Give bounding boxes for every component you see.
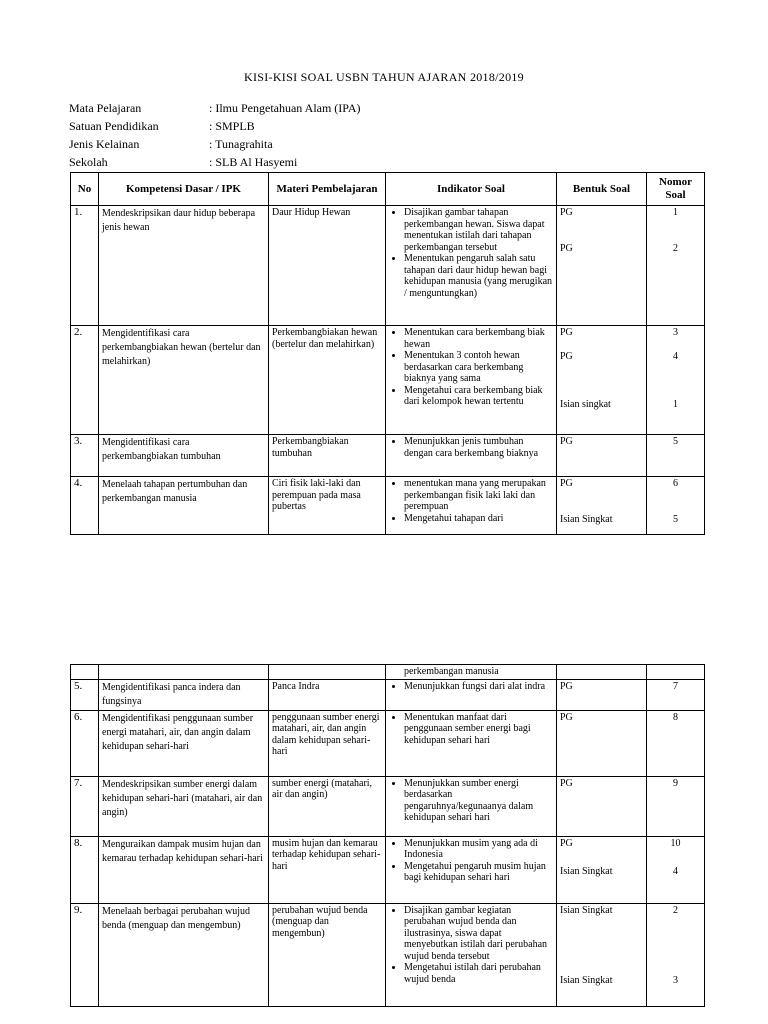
indikator-item: • Menunjukkan jenis tumbuhan dengan cara berkembang biaknya xyxy=(404,436,553,459)
cell-no: 9. xyxy=(71,903,99,1006)
indikator-item: • Menentukan manfaat dari penggunaan sember energi bagi kehidupan sehari hari xyxy=(404,712,553,747)
table-row xyxy=(71,326,705,435)
indikator-item: • Menentukan 3 contoh hewan berdasarkan cara berkembang biaknya yang sama xyxy=(404,350,553,385)
meta-label: Satuan Pendidikan xyxy=(69,119,159,133)
bentuk-soal-value: PG xyxy=(560,837,573,849)
grid-table-page-2 xyxy=(70,664,705,1007)
header-kompetensi: Kompetensi Dasar / IPK xyxy=(99,173,269,206)
cell-indikator xyxy=(386,903,557,1006)
nomor-soal-value: 6 xyxy=(673,478,678,489)
continuation-row xyxy=(71,665,705,680)
cell-bentuk xyxy=(557,326,647,435)
meta-row-unit xyxy=(69,119,255,134)
table-row xyxy=(71,710,705,776)
cell-indikator xyxy=(386,665,557,680)
bentuk-soal-value: Isian Singkat xyxy=(560,904,613,916)
indikator-item: • Mengetahui pengaruh musim hujan bagi kehidupan sehari hari xyxy=(404,861,553,884)
cell-kompetensi xyxy=(99,665,269,680)
table-row xyxy=(71,435,705,477)
indikator-list xyxy=(389,905,553,986)
bentuk-soal-value: Isian Singkat xyxy=(560,514,613,525)
meta-label: Sekolah xyxy=(69,155,108,169)
cell-kompetensi: Mengidentifikasi cara perkembangbiakan tumbuhan xyxy=(99,435,269,477)
bentuk-soal-value: PG xyxy=(560,711,573,723)
indikator-list xyxy=(389,436,553,459)
nomor-soal-value: 8 xyxy=(673,711,678,723)
cell-materi: Daur Hidup Hewan xyxy=(269,206,386,326)
meta-value: : Ilmu Pengetahuan Alam (IPA) xyxy=(209,101,361,115)
indikator-list xyxy=(389,478,553,524)
cell-bentuk xyxy=(557,836,647,903)
indikator-item: • Menunjukkan musim yang ada di Indonesia xyxy=(404,838,553,861)
nomor-soal-value: 3 xyxy=(673,327,678,338)
cell-nomor xyxy=(647,326,705,435)
cell-no xyxy=(71,665,99,680)
cell-materi: penggunaan sumber energi matahari, air, dan angin dalam kehidupan sehari-hari xyxy=(269,710,386,776)
bentuk-soal-value: PG xyxy=(560,777,573,789)
cell-no: 1. xyxy=(71,206,99,326)
bentuk-soal-value: Isian Singkat xyxy=(560,974,613,986)
nomor-soal-value: 5 xyxy=(673,436,678,447)
cell-bentuk xyxy=(557,776,647,836)
nomor-soal-value: 2 xyxy=(673,904,678,916)
table-row xyxy=(71,206,705,326)
cell-indikator xyxy=(386,206,557,326)
cell-materi: sumber energi (matahari, air dan angin) xyxy=(269,776,386,836)
cell-no: 2. xyxy=(71,326,99,435)
cell-kompetensi: Mendeskripsikan daur hidup beberapa jenis hewan xyxy=(99,206,269,326)
header-no: No xyxy=(71,173,99,206)
nomor-soal-value: 4 xyxy=(673,351,678,362)
meta-label: Jenis Kelainan xyxy=(69,137,140,151)
meta-row-school xyxy=(69,155,297,170)
cell-bentuk xyxy=(557,477,647,535)
continuation-text: perkembangan manusia xyxy=(404,666,499,677)
cell-bentuk xyxy=(557,903,647,1006)
cell-indikator xyxy=(386,836,557,903)
cell-indikator xyxy=(386,326,557,435)
indikator-list xyxy=(389,207,553,299)
meta-value: : SLB Al Hasyemi xyxy=(209,155,298,169)
meta-value: : SMPLB xyxy=(209,119,255,133)
nomor-soal-value: 10 xyxy=(670,837,681,849)
indikator-item: • Menentukan pengaruh salah satu tahapan dari daur hidup hewan bagi kehidupan manusia (yang merugikan / menguntungkan) xyxy=(404,253,553,299)
cell-bentuk xyxy=(557,206,647,326)
cell-no: 7. xyxy=(71,776,99,836)
cell-materi: Perkembangbiakan tumbuhan xyxy=(269,435,386,477)
cell-nomor xyxy=(647,477,705,535)
bentuk-soal-value: PG xyxy=(560,680,573,692)
indikator-list xyxy=(389,327,553,408)
cell-indikator xyxy=(386,435,557,477)
cell-nomor xyxy=(647,710,705,776)
indikator-list xyxy=(389,838,553,884)
indikator-item: • Mengetahui istilah dari perubahan wujud benda xyxy=(404,962,553,985)
bentuk-soal-value: PG xyxy=(560,327,573,338)
cell-bentuk xyxy=(557,679,647,710)
cell-kompetensi: Mengidentifikasi cara perkembangbiakan hewan (bertelur dan melahirkan) xyxy=(99,326,269,435)
table-row xyxy=(71,477,705,535)
table-row xyxy=(71,836,705,903)
meta-label: Mata Pelajaran xyxy=(69,101,142,115)
indikator-item: • Menunjukkan fungsi dari alat indra xyxy=(404,681,553,693)
cell-bentuk xyxy=(557,665,647,680)
header-materi: Materi Pembelajaran xyxy=(269,173,386,206)
bentuk-soal-value: PG xyxy=(560,207,573,218)
bentuk-soal-value: Isian Singkat xyxy=(560,865,613,877)
bentuk-soal-value: PG xyxy=(560,436,573,447)
cell-kompetensi: Menelaah tahapan pertumbuhan dan perkembangan manusia xyxy=(99,477,269,535)
header-nomor: Nomor Soal xyxy=(647,173,705,206)
cell-bentuk xyxy=(557,710,647,776)
cell-nomor xyxy=(647,679,705,710)
meta-row-subject xyxy=(69,101,361,116)
nomor-soal-value: 5 xyxy=(673,514,678,525)
cell-kompetensi: Mendeskripsikan sumber energi dalam kehidupan sehari-hari (matahari, air dan angin) xyxy=(99,776,269,836)
cell-kompetensi: Mengidentifikasi panca indera dan fungsinya xyxy=(99,679,269,710)
cell-kompetensi: Mengidentifikasi penggunaan sumber energi matahari, air, dan angin dalam kehidupan sehari-hari xyxy=(99,710,269,776)
table-row xyxy=(71,776,705,836)
header-bentuk: Bentuk Soal xyxy=(557,173,647,206)
indikator-item: • Menentukan cara berkembang biak hewan xyxy=(404,327,553,350)
cell-indikator xyxy=(386,679,557,710)
cell-nomor xyxy=(647,903,705,1006)
indikator-list xyxy=(389,778,553,824)
cell-nomor xyxy=(647,836,705,903)
table-header-row xyxy=(71,173,705,206)
nomor-soal-value: 7 xyxy=(673,680,678,692)
cell-no: 8. xyxy=(71,836,99,903)
cell-bentuk xyxy=(557,435,647,477)
indikator-item: • Menunjukkan sumber energi berdasarkan pengaruhnya/kegunaanya dalam kehidupan sehari hari xyxy=(404,778,553,824)
table-row xyxy=(71,679,705,710)
nomor-soal-value: 2 xyxy=(673,243,678,254)
cell-materi: perubahan wujud benda (menguap dan mengembun) xyxy=(269,903,386,1006)
cell-nomor xyxy=(647,776,705,836)
cell-kompetensi: Menelaah berbagai perubahan wujud benda (menguap dan mengembun) xyxy=(99,903,269,1006)
indikator-item: • Mengetahui tahapan dari xyxy=(404,513,553,525)
indikator-item: • Disajikan gambar kegiatan perubahan wujud benda dan ilustrasinya, siswa dapat menyebutkan istilah dari perubahan wujud benda tersebut xyxy=(404,905,553,963)
cell-materi xyxy=(269,665,386,680)
nomor-soal-value: 4 xyxy=(673,865,678,877)
grid-table-page-1 xyxy=(70,172,705,535)
bentuk-soal-value: PG xyxy=(560,243,573,254)
header-indikator: Indikator Soal xyxy=(386,173,557,206)
table-row xyxy=(71,903,705,1006)
cell-materi: musim hujan dan kemarau terhadap kehidupan sehari-hari xyxy=(269,836,386,903)
cell-nomor xyxy=(647,665,705,680)
cell-materi: Ciri fisik laki-laki dan perempuan pada masa pubertas xyxy=(269,477,386,535)
nomor-soal-value: 3 xyxy=(673,974,678,986)
cell-kompetensi: Menguraikan dampak musim hujan dan kemarau terhadap kehidupan sehari-hari xyxy=(99,836,269,903)
indikator-item: • menentukan mana yang merupakan perkembangan fisik laki laki dan perempuan xyxy=(404,478,553,513)
indikator-list xyxy=(389,712,553,747)
cell-indikator xyxy=(386,710,557,776)
cell-no: 3. xyxy=(71,435,99,477)
cell-no: 4. xyxy=(71,477,99,535)
nomor-soal-value: 1 xyxy=(673,399,678,410)
cell-materi: Panca Indra xyxy=(269,679,386,710)
bentuk-soal-value: Isian singkat xyxy=(560,399,611,410)
cell-indikator xyxy=(386,477,557,535)
meta-row-type xyxy=(69,137,273,152)
cell-no: 5. xyxy=(71,679,99,710)
nomor-soal-value: 9 xyxy=(673,777,678,789)
cell-nomor xyxy=(647,435,705,477)
meta-value: : Tunagrahita xyxy=(209,137,273,151)
indikator-list xyxy=(389,681,553,693)
cell-indikator xyxy=(386,776,557,836)
document-title: KISI-KISI SOAL USBN TAHUN AJARAN 2018/2019 xyxy=(244,70,524,84)
bentuk-soal-value: PG xyxy=(560,351,573,362)
indikator-item: • Mengetahui cara berkembang biak dari kelompok hewan tertentu xyxy=(404,385,553,408)
bentuk-soal-value: PG xyxy=(560,478,573,489)
cell-no: 6. xyxy=(71,710,99,776)
cell-materi: Perkembangbiakan hewan (bertelur dan melahirkan) xyxy=(269,326,386,435)
nomor-soal-value: 1 xyxy=(673,207,678,218)
indikator-item: • Disajikan gambar tahapan perkembangan hewan. Siswa dapat menentukan istilah dari tahapan perkembangan tersebut xyxy=(404,207,553,253)
cell-nomor xyxy=(647,206,705,326)
